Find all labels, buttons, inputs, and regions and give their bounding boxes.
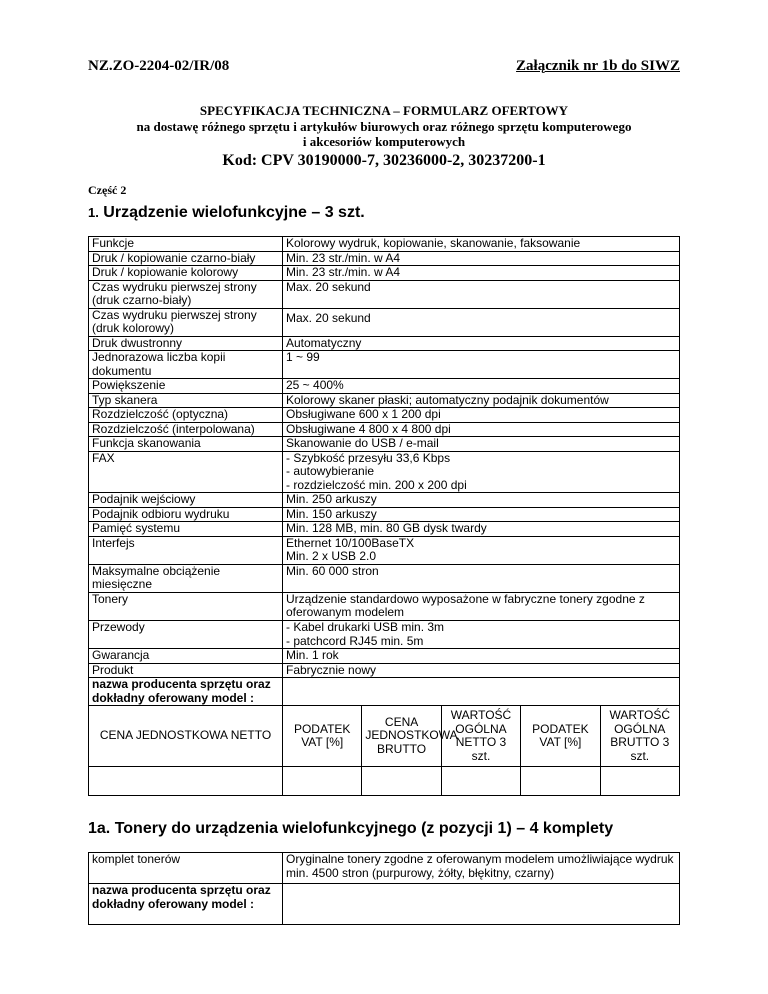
title-line-2: na dostawę różnego sprzętu i artykułów biurowych oraz różnego sprzętu komputerowego <box>136 119 632 134</box>
spec-value: - Szybkość przesyłu 33,6 Kbps - autowybieranie - rozdzielczość min. 200 x 200 dpi <box>283 451 680 493</box>
price-header: WARTOŚĆ OGÓLNA NETTO 3 szt. <box>441 706 520 767</box>
table-row <box>89 237 680 252</box>
spec-key: Przewody <box>89 621 283 649</box>
spec-key: Rozdzielczość (interpolowana) <box>89 422 283 437</box>
spec-key: Interfejs <box>89 536 283 564</box>
table-row <box>89 853 680 884</box>
price-value-cell[interactable] <box>600 767 679 796</box>
part-label: Część 2 <box>88 183 127 197</box>
spec-value: Min. 250 arkuszy <box>283 493 680 508</box>
title-line-3: i akcesoriów komputerowych <box>302 134 466 149</box>
table-row <box>89 408 680 423</box>
table-row <box>89 437 680 452</box>
toner-table <box>88 852 680 925</box>
spec-key: Podajnik odbioru wydruku <box>89 507 283 522</box>
table-row <box>89 251 680 266</box>
spec-key: Jednorazowa liczba kopii dokumentu <box>89 351 283 379</box>
spec-key: Rozdzielczość (optyczna) <box>89 408 283 423</box>
spec-key: Gwarancja <box>89 649 283 664</box>
section-1-title: Urządzenie wielofunkcyjne – 3 szt. <box>103 204 365 221</box>
price-value-cell[interactable] <box>283 767 362 796</box>
spec-key: Maksymalne obciążenie miesięczne <box>89 564 283 592</box>
producer-row <box>89 678 680 706</box>
spec-value: Urządzenie standardowo wyposażone w fabryczne tonery zgodne z oferowanym modelem <box>283 592 680 621</box>
attachment-label: Załącznik nr 1b do SIWZ <box>516 58 680 74</box>
table-row <box>89 393 680 408</box>
table-row <box>89 536 680 564</box>
spec-key: Pamięć systemu <box>89 522 283 537</box>
table-row <box>89 266 680 281</box>
spec-value: Obsługiwane 600 x 1 200 dpi <box>283 408 680 423</box>
spec-value: Min. 23 str./min. w A4 <box>283 251 680 266</box>
spec-key: FAX <box>89 451 283 493</box>
table-row <box>89 280 680 308</box>
spec-value: Min. 23 str./min. w A4 <box>283 266 680 281</box>
table-row <box>89 336 680 351</box>
section-2-heading: 1a. Tonery do urządzenia wielofunkcyjnego (z pozycji 1) – 4 komplety <box>88 820 614 837</box>
table-row <box>89 522 680 537</box>
price-value-cell[interactable] <box>441 767 520 796</box>
producer-row <box>89 884 680 925</box>
price-header: PODATEK VAT [%] <box>283 706 362 767</box>
price-value-cell[interactable] <box>89 767 283 796</box>
table-row <box>89 351 680 379</box>
producer-label: nazwa producenta sprzętu oraz dokładny oferowany model : <box>89 884 283 925</box>
spec-key: Tonery <box>89 592 283 621</box>
table-row <box>89 493 680 508</box>
spec-key: Powiększenie <box>89 379 283 394</box>
spec-key: Funkcje <box>89 237 283 252</box>
spec-value: Oryginalne tonery zgodne z oferowanym modelem umożliwiające wydruk min. 4500 stron (purpurowy, żółty, błękitny, czarny) <box>283 853 680 884</box>
producer-input-cell[interactable] <box>283 678 680 706</box>
title-block <box>60 103 708 171</box>
document-reference: NZ.ZO-2204-02/IR/08 <box>88 58 230 74</box>
price-header: CENA JEDNOSTKOWA NETTO <box>89 706 283 767</box>
spec-value: Kolorowy skaner płaski; automatyczny podajnik dokumentów <box>283 393 680 408</box>
spec-value: Min. 60 000 stron <box>283 564 680 592</box>
spec-value: - Kabel drukarki USB min. 3m - patchcord RJ45 min. 5m <box>283 621 680 649</box>
spec-value: 1 ~ 99 <box>283 351 680 379</box>
spec-key: Czas wydruku pierwszej strony (druk czarno-biały) <box>89 280 283 308</box>
spec-key: komplet tonerów <box>89 853 283 884</box>
price-value-cell[interactable] <box>521 767 600 796</box>
cpv-code: Kod: CPV 30190000-7, 30236000-2, 30237200-1 <box>222 152 546 169</box>
spec-key: Czas wydruku pierwszej strony (druk kolorowy) <box>89 308 283 336</box>
spec-key: Druk / kopiowanie kolorowy <box>89 266 283 281</box>
spec-key: Produkt <box>89 663 283 678</box>
spec-key: Typ skanera <box>89 393 283 408</box>
spec-key: Podajnik wejściowy <box>89 493 283 508</box>
spec-table <box>88 236 680 796</box>
table-row <box>89 592 680 621</box>
producer-input-cell[interactable] <box>283 884 680 925</box>
spec-value: 25 ~ 400% <box>283 379 680 394</box>
spec-value: Fabrycznie nowy <box>283 663 680 678</box>
spec-value: Min. 1 rok <box>283 649 680 664</box>
table-row <box>89 663 680 678</box>
table-row <box>89 308 680 336</box>
spec-value: Automatyczny <box>283 336 680 351</box>
spec-value: Max. 20 sekund <box>283 280 680 308</box>
table-row <box>89 422 680 437</box>
spec-key: Druk dwustronny <box>89 336 283 351</box>
table-row <box>89 564 680 592</box>
spec-value: Kolorowy wydruk, kopiowanie, skanowanie, faksowanie <box>283 237 680 252</box>
table-row <box>89 507 680 522</box>
price-header-row <box>89 706 680 767</box>
table-row <box>89 379 680 394</box>
spec-value: Min. 150 arkuszy <box>283 507 680 522</box>
spec-key: Druk / kopiowanie czarno-biały <box>89 251 283 266</box>
price-value-row <box>89 767 680 796</box>
section-1-number: 1. <box>88 205 99 220</box>
spec-value: Obsługiwane 4 800 x 4 800 dpi <box>283 422 680 437</box>
spec-value: Max. 20 sekund <box>283 308 680 336</box>
price-header: PODATEK VAT [%] <box>521 706 600 767</box>
table-row <box>89 621 680 649</box>
table-row <box>89 451 680 493</box>
price-header: CENA JEDNOSTKOWA BRUTTO <box>362 706 441 767</box>
price-value-cell[interactable] <box>362 767 441 796</box>
table-row <box>89 649 680 664</box>
spec-key: Funkcja skanowania <box>89 437 283 452</box>
spec-value: Ethernet 10/100BaseTX Min. 2 x USB 2.0 <box>283 536 680 564</box>
price-header: WARTOŚĆ OGÓLNA BRUTTO 3 szt. <box>600 706 679 767</box>
title-line-1: SPECYFIKACJA TECHNICZNA – FORMULARZ OFERTOWY <box>199 103 569 118</box>
section-1-heading <box>88 204 365 222</box>
spec-value: Skanowanie do USB / e-mail <box>283 437 680 452</box>
producer-label: nazwa producenta sprzętu oraz dokładny oferowany model : <box>89 678 283 706</box>
spec-value: Min. 128 MB, min. 80 GB dysk twardy <box>283 522 680 537</box>
